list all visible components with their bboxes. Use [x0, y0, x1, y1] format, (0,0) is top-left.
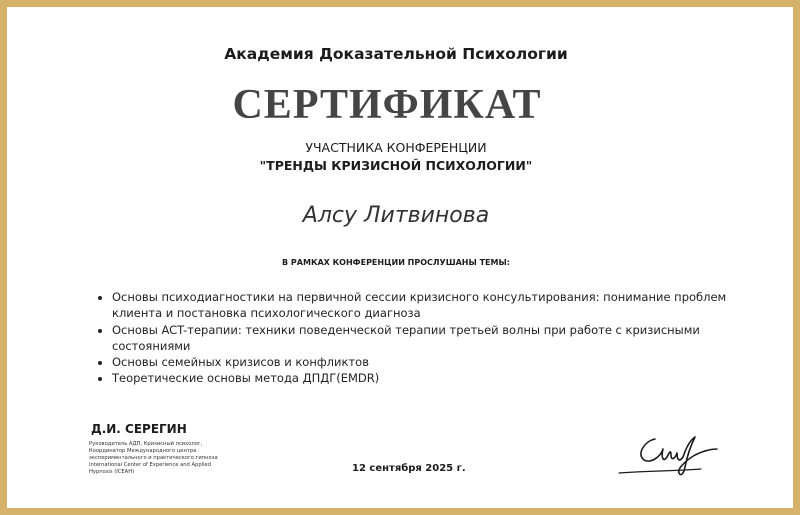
certificate-date: 12 сентября 2025 г.	[352, 463, 466, 474]
topic-item: • Основы семейных кризисов и конфликтов	[112, 354, 752, 370]
topic-item: • Теоретические основы метода ДПДГ(EMDR)	[112, 370, 752, 386]
signer-name: Д.И. СЕРЕГИН	[91, 422, 187, 436]
conference-name: "ТРЕНДЫ КРИЗИСНОЙ ПСИХОЛОГИИ"	[259, 158, 533, 173]
topics-heading: В РАМКАХ КОНФЕРЕНЦИИ ПРОСЛУШАНЫ ТЕМЫ:	[282, 258, 510, 267]
topics-list	[99, 289, 752, 387]
certificate-title: СЕРТИФИКАТ	[232, 82, 542, 128]
topic-item: • Основы психодиагностики на первичной сессии кризисного консультирования: понимание проблем клиента и постановка психологического диагноза	[112, 289, 752, 322]
organization-name: Академия Доказательной Психологии	[224, 45, 568, 63]
signer-description: Руководитель АДП, Кризисный психолог, Координатор Международного центра экспериментального и практического гипноза International Center of Experience and Applied Hypnosis (ICEAH)	[89, 441, 218, 475]
certificate-subtitle: УЧАСТНИКА КОНФЕРЕНЦИИ	[305, 140, 487, 155]
signature-icon	[615, 427, 725, 483]
recipient-name: Алсу Литвинова	[302, 203, 490, 228]
topic-item: • Основы ACT-терапии: техники поведенческой терапии третьей волны при работе с кризисными состояниями	[112, 322, 752, 355]
